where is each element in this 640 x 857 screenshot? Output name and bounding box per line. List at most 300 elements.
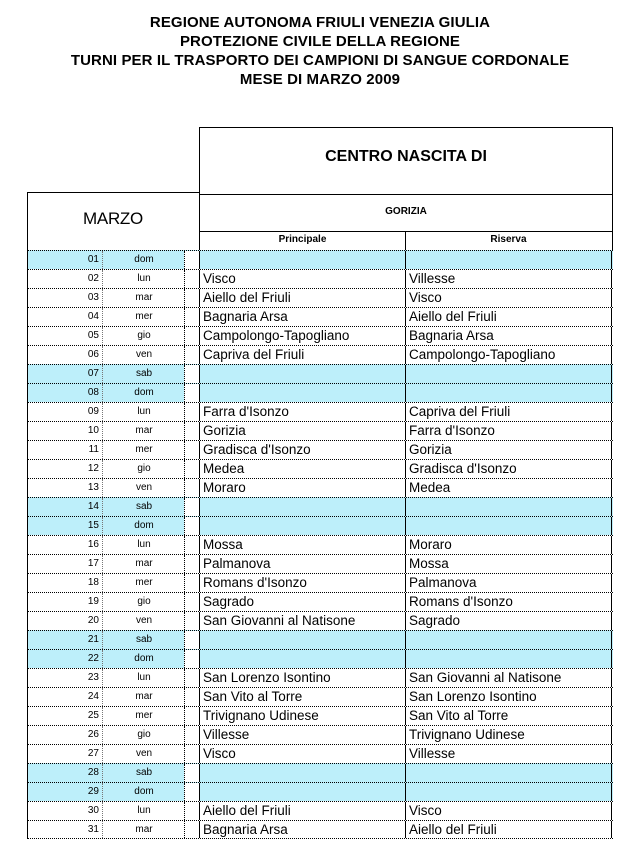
- spacer-cell: [184, 802, 199, 820]
- column-divider: [405, 688, 406, 706]
- spacer-cell: [184, 403, 199, 421]
- column-divider: [611, 688, 612, 706]
- table-row: [27, 535, 613, 554]
- table-row: [27, 592, 613, 611]
- riserva-cell: Farra d'Isonzo: [409, 423, 495, 438]
- col-header-principale: Principale: [278, 234, 327, 245]
- column-divider: [405, 555, 406, 573]
- column-divider: [27, 821, 28, 838]
- spacer-cell: [184, 707, 199, 725]
- column-divider: [27, 517, 28, 535]
- spacer-cell: [184, 441, 199, 459]
- column-divider: [102, 669, 103, 687]
- column-divider: [27, 631, 28, 649]
- column-divider: [184, 821, 185, 838]
- column-divider: [199, 460, 200, 478]
- column-divider: [405, 251, 406, 269]
- column-divider: [27, 308, 28, 326]
- column-divider: [199, 688, 200, 706]
- column-divider: [184, 251, 185, 269]
- riserva-cell: Trivignano Udinese: [409, 727, 525, 742]
- column-divider: [27, 289, 28, 307]
- column-divider: [405, 574, 406, 592]
- column-divider: [199, 498, 200, 516]
- column-divider: [199, 631, 200, 649]
- riserva-cell: Villesse: [409, 271, 456, 286]
- principale-cell: Medea: [203, 461, 245, 476]
- riserva-cell: Gradisca d'Isonzo: [409, 461, 517, 476]
- column-divider: [199, 270, 200, 288]
- day-number: 03: [87, 292, 99, 303]
- day-number: 11: [88, 444, 99, 455]
- day-number: 29: [87, 786, 99, 797]
- column-divider: [405, 745, 406, 763]
- table-row: [27, 649, 613, 668]
- day-number: 04: [87, 311, 99, 322]
- spacer-cell: [184, 384, 199, 402]
- day-number: 14: [87, 501, 99, 512]
- col-header-riserva: Riserva: [490, 234, 527, 245]
- column-divider: [199, 536, 200, 554]
- principale-cell: Moraro: [203, 480, 246, 495]
- spacer-cell: [184, 821, 199, 839]
- column-divider: [27, 460, 28, 478]
- column-divider: [27, 327, 28, 345]
- principale-cell: Visco: [203, 271, 236, 286]
- column-divider: [199, 517, 200, 535]
- column-divider: [405, 707, 406, 725]
- day-of-week: gio: [137, 729, 151, 740]
- column-divider: [184, 802, 185, 820]
- column-divider: [405, 726, 406, 744]
- column-divider: [405, 669, 406, 687]
- day-of-week: mer: [135, 577, 153, 588]
- column-divider: [199, 327, 200, 345]
- column-divider: [27, 536, 28, 554]
- table-row: [27, 345, 613, 364]
- column-divider: [27, 688, 28, 706]
- day-of-week: ven: [135, 615, 153, 626]
- column-divider: [102, 802, 103, 820]
- day-number: 13: [87, 482, 99, 493]
- column-divider: [611, 517, 612, 535]
- divider: [200, 231, 612, 232]
- day-of-week: dom: [134, 653, 154, 664]
- riserva-cell: Campolongo-Tapogliano: [409, 347, 556, 362]
- day-of-week: mar: [135, 558, 153, 569]
- column-divider: [27, 346, 28, 364]
- day-of-week: lun: [137, 539, 151, 550]
- column-divider: [27, 764, 28, 782]
- riserva-cell: Gorizia: [409, 442, 452, 457]
- riserva-cell: Sagrado: [409, 613, 461, 628]
- table-row: [27, 326, 613, 345]
- column-divider: [611, 441, 612, 459]
- column-divider: [184, 346, 185, 364]
- principale-cell: San Vito al Torre: [203, 689, 303, 704]
- column-divider: [405, 783, 406, 801]
- column-divider: [102, 460, 103, 478]
- column-divider: [102, 593, 103, 611]
- column-divider: [184, 517, 185, 535]
- column-divider: [611, 479, 612, 497]
- day-of-week: gio: [137, 330, 151, 341]
- column-divider: [611, 593, 612, 611]
- day-number: 16: [87, 539, 99, 550]
- spacer-cell: [184, 536, 199, 554]
- column-divider: [102, 688, 103, 706]
- column-divider: [199, 574, 200, 592]
- day-number: 08: [87, 387, 99, 398]
- column-divider: [611, 327, 612, 345]
- riserva-cell: Moraro: [409, 537, 452, 552]
- column-divider: [611, 726, 612, 744]
- day-number: 01: [87, 254, 99, 265]
- table-row: [27, 554, 613, 573]
- column-divider: [611, 631, 612, 649]
- day-of-week: sab: [135, 767, 153, 778]
- table-row: [27, 687, 613, 706]
- column-divider: [611, 270, 612, 288]
- column-divider: [184, 270, 185, 288]
- column-divider: [102, 270, 103, 288]
- column-divider: [405, 270, 406, 288]
- riserva-cell: [407, 650, 613, 668]
- principale-cell: Sagrado: [203, 594, 255, 609]
- column-divider: [184, 365, 185, 383]
- spacer-cell: [184, 346, 199, 364]
- column-divider: [102, 498, 103, 516]
- column-divider: [611, 764, 612, 782]
- column-divider: [611, 251, 612, 269]
- column-divider: [102, 726, 103, 744]
- principale-cell: [201, 384, 407, 402]
- table-row: [27, 250, 613, 269]
- column-divider: [184, 403, 185, 421]
- principale-cell: Farra d'Isonzo: [203, 404, 289, 419]
- day-of-week: mar: [135, 292, 153, 303]
- day-number: 23: [87, 672, 99, 683]
- table-row: [27, 725, 613, 744]
- column-divider: [27, 707, 28, 725]
- spacer-cell: [184, 498, 199, 516]
- column-divider: [611, 669, 612, 687]
- column-divider: [184, 688, 185, 706]
- column-divider: [611, 403, 612, 421]
- principale-cell: Palmanova: [203, 556, 271, 571]
- column-divider: [102, 574, 103, 592]
- column-divider: [184, 631, 185, 649]
- column-divider: [102, 422, 103, 440]
- column-divider: [184, 764, 185, 782]
- riserva-cell: San Giovanni al Natisone: [409, 670, 562, 685]
- month-header: [27, 192, 199, 250]
- column-divider: [611, 802, 612, 820]
- column-divider: [27, 783, 28, 801]
- day-number: 05: [87, 330, 99, 341]
- column-divider: [184, 612, 185, 630]
- column-divider: [405, 612, 406, 630]
- day-number: 25: [87, 710, 99, 721]
- table-row: [27, 611, 613, 630]
- column-divider: [102, 764, 103, 782]
- column-divider: [405, 346, 406, 364]
- column-divider: [611, 555, 612, 573]
- table-row: [27, 801, 613, 820]
- day-number: 09: [87, 406, 99, 417]
- spacer-cell: [184, 574, 199, 592]
- column-divider: [102, 403, 103, 421]
- column-divider: [184, 745, 185, 763]
- riserva-cell: Mossa: [409, 556, 449, 571]
- principale-cell: Aiello del Friuli: [203, 290, 291, 305]
- column-divider: [405, 764, 406, 782]
- spacer-cell: [184, 251, 199, 269]
- riserva-cell: Visco: [409, 803, 442, 818]
- riserva-cell: Aiello del Friuli: [409, 822, 497, 837]
- table-row: [27, 364, 613, 383]
- riserva-cell: Palmanova: [409, 575, 477, 590]
- center-header: [199, 127, 613, 250]
- column-divider: [405, 479, 406, 497]
- riserva-cell: Villesse: [409, 746, 456, 761]
- spacer-cell: [184, 422, 199, 440]
- column-divider: [184, 289, 185, 307]
- column-divider: [611, 745, 612, 763]
- table-row: [27, 763, 613, 782]
- column-divider: [199, 289, 200, 307]
- day-number: 21: [87, 634, 99, 645]
- day-number: 28: [87, 767, 99, 778]
- column-divider: [611, 422, 612, 440]
- day-number: 12: [87, 463, 99, 474]
- riserva-cell: Visco: [409, 290, 442, 305]
- principale-cell: [201, 498, 407, 516]
- column-divider: [184, 536, 185, 554]
- principale-cell: [201, 783, 407, 801]
- day-number: 20: [87, 615, 99, 626]
- column-divider: [184, 460, 185, 478]
- column-divider: [102, 289, 103, 307]
- riserva-cell: Bagnaria Arsa: [409, 328, 494, 343]
- column-divider: [199, 612, 200, 630]
- table-row: [27, 288, 613, 307]
- principale-cell: Visco: [203, 746, 236, 761]
- column-divider: [184, 650, 185, 668]
- principale-cell: Campolongo-Tapogliano: [203, 328, 350, 343]
- column-divider: [102, 555, 103, 573]
- table-row: [27, 668, 613, 687]
- column-divider: [27, 270, 28, 288]
- day-of-week: ven: [135, 482, 153, 493]
- column-divider: [27, 498, 28, 516]
- day-number: 31: [87, 824, 99, 835]
- column-divider: [611, 365, 612, 383]
- principale-cell: Bagnaria Arsa: [203, 309, 288, 324]
- day-number: 26: [87, 729, 99, 740]
- column-divider: [184, 498, 185, 516]
- column-divider: [199, 707, 200, 725]
- column-divider: [199, 764, 200, 782]
- column-divider: [27, 365, 28, 383]
- column-divider: [27, 802, 28, 820]
- column-divider: [199, 802, 200, 820]
- principale-cell: [201, 631, 407, 649]
- riserva-cell: Aiello del Friuli: [409, 309, 497, 324]
- center-title: CENTRO NASCITA DI: [325, 148, 487, 165]
- column-divider: [102, 251, 103, 269]
- column-divider: [199, 403, 200, 421]
- column-divider: [199, 726, 200, 744]
- spacer-cell: [184, 745, 199, 763]
- day-number: 24: [87, 691, 99, 702]
- spacer-cell: [184, 479, 199, 497]
- day-of-week: dom: [134, 387, 154, 398]
- riserva-cell: Medea: [409, 480, 451, 495]
- spacer-cell: [184, 308, 199, 326]
- day-of-week: mer: [135, 710, 153, 721]
- table-row: [27, 421, 613, 440]
- column-divider: [199, 441, 200, 459]
- column-divider: [611, 384, 612, 402]
- column-divider: [27, 745, 28, 763]
- principale-cell: [201, 650, 407, 668]
- schedule-table: [27, 250, 613, 839]
- column-divider: [27, 422, 28, 440]
- column-divider: [611, 346, 612, 364]
- day-of-week: mar: [135, 824, 153, 835]
- principale-cell: Gorizia: [203, 423, 246, 438]
- table-row: [27, 383, 613, 402]
- day-of-week: lun: [137, 805, 151, 816]
- column-divider: [611, 707, 612, 725]
- principale-cell: Romans d'Isonzo: [203, 575, 307, 590]
- day-of-week: mar: [135, 425, 153, 436]
- principale-cell: Mossa: [203, 537, 243, 552]
- column-divider: [27, 574, 28, 592]
- spacer-cell: [184, 327, 199, 345]
- table-row: [27, 307, 613, 326]
- principale-cell: [201, 251, 407, 269]
- riserva-cell: [407, 498, 613, 516]
- riserva-cell: [407, 764, 613, 782]
- title-line-region: REGIONE AUTONOMA FRIULI VENEZIA GIULIA: [149, 14, 491, 31]
- column-divider: [102, 612, 103, 630]
- day-of-week: dom: [134, 520, 154, 531]
- spacer-cell: [184, 460, 199, 478]
- column-divider: [102, 631, 103, 649]
- day-of-week: ven: [135, 349, 153, 360]
- principale-cell: Capriva del Friuli: [203, 347, 305, 362]
- column-divider: [405, 536, 406, 554]
- day-of-week: gio: [137, 463, 151, 474]
- day-of-week: mer: [135, 311, 153, 322]
- column-divider: [184, 384, 185, 402]
- column-divider: [199, 479, 200, 497]
- spacer-cell: [184, 612, 199, 630]
- riserva-cell: Romans d'Isonzo: [409, 594, 513, 609]
- principale-cell: Trivignano Udinese: [203, 708, 319, 723]
- day-number: 19: [87, 596, 99, 607]
- column-divider: [27, 403, 28, 421]
- column-divider: [27, 593, 28, 611]
- document-title: [0, 13, 640, 89]
- riserva-cell: [407, 631, 613, 649]
- column-divider: [405, 384, 406, 402]
- table-row: [27, 782, 613, 801]
- day-of-week: ven: [135, 748, 153, 759]
- table-row: [27, 402, 613, 421]
- column-divider: [27, 669, 28, 687]
- table-row: [27, 459, 613, 478]
- riserva-cell: [407, 251, 613, 269]
- riserva-cell: San Lorenzo Isontino: [409, 689, 537, 704]
- day-of-week: lun: [137, 672, 151, 683]
- column-divider: [611, 498, 612, 516]
- column-divider: [405, 593, 406, 611]
- column-divider: [405, 441, 406, 459]
- column-divider: [102, 441, 103, 459]
- principale-cell: [201, 517, 407, 535]
- column-divider: [199, 821, 200, 838]
- spacer-cell: [184, 726, 199, 744]
- column-divider: [611, 783, 612, 801]
- column-divider: [199, 650, 200, 668]
- riserva-cell: Capriva del Friuli: [409, 404, 511, 419]
- table-row: [27, 820, 613, 839]
- column-divider: [199, 346, 200, 364]
- day-number: 27: [87, 748, 99, 759]
- column-divider: [405, 821, 406, 838]
- principale-cell: San Giovanni al Natisone: [203, 613, 356, 628]
- column-divider: [184, 441, 185, 459]
- column-divider: [184, 783, 185, 801]
- column-divider: [405, 802, 406, 820]
- title-line-month: MESE DI MARZO 2009: [239, 71, 401, 88]
- column-divider: [611, 821, 612, 838]
- day-of-week: lun: [137, 273, 151, 284]
- column-divider: [405, 365, 406, 383]
- column-divider: [184, 574, 185, 592]
- column-divider: [199, 251, 200, 269]
- spacer-cell: [184, 365, 199, 383]
- day-number: 22: [87, 653, 99, 664]
- day-of-week: dom: [134, 786, 154, 797]
- column-divider: [199, 308, 200, 326]
- day-number: 07: [87, 368, 99, 379]
- spacer-cell: [184, 688, 199, 706]
- day-number: 06: [87, 349, 99, 360]
- column-divider: [27, 555, 28, 573]
- day-of-week: mer: [135, 444, 153, 455]
- table-row: [27, 744, 613, 763]
- day-of-week: mar: [135, 691, 153, 702]
- riserva-cell: [407, 384, 613, 402]
- table-row: [27, 706, 613, 725]
- column-divider: [184, 308, 185, 326]
- column-divider: [405, 422, 406, 440]
- column-divider: [199, 783, 200, 801]
- spacer-cell: [184, 631, 199, 649]
- column-divider: [102, 650, 103, 668]
- principale-cell: Bagnaria Arsa: [203, 822, 288, 837]
- column-divider: [405, 631, 406, 649]
- column-divider: [611, 308, 612, 326]
- title-line-turni: TURNI PER IL TRASPORTO DEI CAMPIONI DI SANGUE CORDONALE: [70, 52, 570, 69]
- column-divider: [611, 650, 612, 668]
- column-divider: [199, 422, 200, 440]
- day-of-week: gio: [137, 596, 151, 607]
